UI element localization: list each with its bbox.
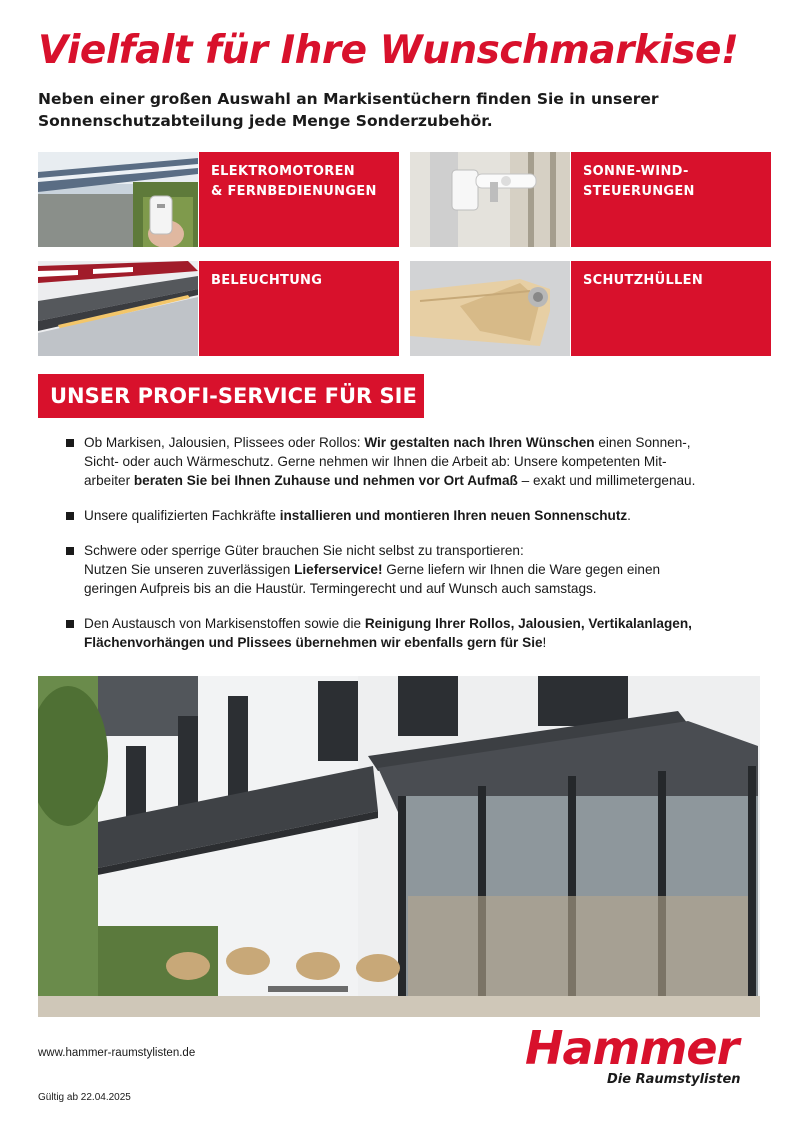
protective-cover-image — [410, 261, 570, 356]
service-item — [66, 433, 746, 490]
service-item-text: Den Austausch von Markisenstoffen sowie die — [84, 616, 365, 631]
service-item-text: Ob Markisen, Jalousien, Plissees oder Rollos: — [84, 435, 365, 450]
service-item-text: arbeiter — [84, 473, 134, 488]
service-item-text: – exakt und millimetergenau. — [517, 473, 696, 488]
service-item — [66, 541, 746, 598]
terrace-awning-photo — [38, 676, 760, 1017]
service-item — [66, 506, 746, 525]
service-item-text: ! — [542, 635, 547, 650]
bullet-square-icon — [66, 620, 74, 628]
accessory-tile-sensors[interactable] — [410, 152, 800, 247]
bullet-square-icon — [66, 512, 74, 520]
service-item-bold: Lieferservice! — [294, 562, 383, 577]
service-item-bold: installieren und montieren Ihren neuen Sonnenschutz — [279, 508, 628, 523]
service-item-text: einen Sonnen-, — [594, 435, 691, 450]
footer-website[interactable]: www.hammer-raumstylisten.de — [38, 1047, 196, 1059]
service-list — [66, 433, 746, 668]
accessory-tile-covers[interactable] — [410, 261, 800, 356]
service-item-text: Sicht- oder auch Wärmeschutz. Gerne nehmen wir Ihnen die Arbeit ab: Unsere kompetenten Mit- — [84, 454, 667, 469]
accessory-label-motors: ELEKTROMOTOREN & FERNBEDIENUNGEN — [199, 152, 399, 247]
service-item-text: . — [627, 508, 631, 523]
validity-note: Gültig ab 22.04.2025 — [38, 1092, 131, 1103]
bullet-square-icon — [66, 439, 74, 447]
service-item — [66, 614, 746, 652]
led-lighting-image — [38, 261, 198, 356]
accessory-label-sensors: SONNE-WIND- STEUERUNGEN — [571, 152, 771, 247]
service-item-bold: Flächenvorhängen und Plissees übernehmen wir ebenfalls gern für Sie — [84, 635, 543, 650]
logo-tagline: Die Raumstylisten — [607, 1072, 741, 1087]
service-item-text: Schwere oder sperrige Güter brauchen Sie nicht selbst zu transportieren: — [84, 543, 524, 558]
service-item-bold: beraten Sie bei Ihnen Zuhause und nehmen vor Ort Aufmaß — [133, 473, 518, 488]
accessory-label-covers: SCHUTZHÜLLEN — [571, 261, 771, 356]
logo-wordmark: Hammer — [525, 1021, 739, 1075]
service-item-text: geringen Aufpreis bis an die Haustür. Termingerecht und auf Wunsch auch samstags. — [84, 581, 597, 596]
accessory-label-lighting: BELEUCHTUNG — [199, 261, 399, 356]
remote-control-image — [38, 152, 198, 247]
service-item-bold: Wir gestalten nach Ihren Wünschen — [364, 435, 595, 450]
headline: Vielfalt für Ihre Wunschmarkise! — [38, 28, 739, 73]
bullet-square-icon — [66, 547, 74, 555]
service-item-bold: Reinigung Ihrer Rollos, Jalousien, Vertikalanlagen, — [364, 616, 692, 631]
service-item-text: Gerne liefern wir Ihnen die Ware gegen einen — [382, 562, 661, 577]
service-item-text: Unsere qualifizierten Fachkräfte — [84, 508, 280, 523]
service-title: UNSER PROFI-SERVICE FÜR SIE — [38, 374, 424, 418]
intro-text: Neben einer großen Auswahl an Markisentüchern finden Sie in unserer Sonnenschutzabteilung jede Menge Sonderzubehör. — [38, 90, 659, 130]
service-item-text: Nutzen Sie unseren zuverlässigen — [84, 562, 295, 577]
wind-sensor-image — [410, 152, 570, 247]
hammer-logo — [525, 1022, 755, 1092]
